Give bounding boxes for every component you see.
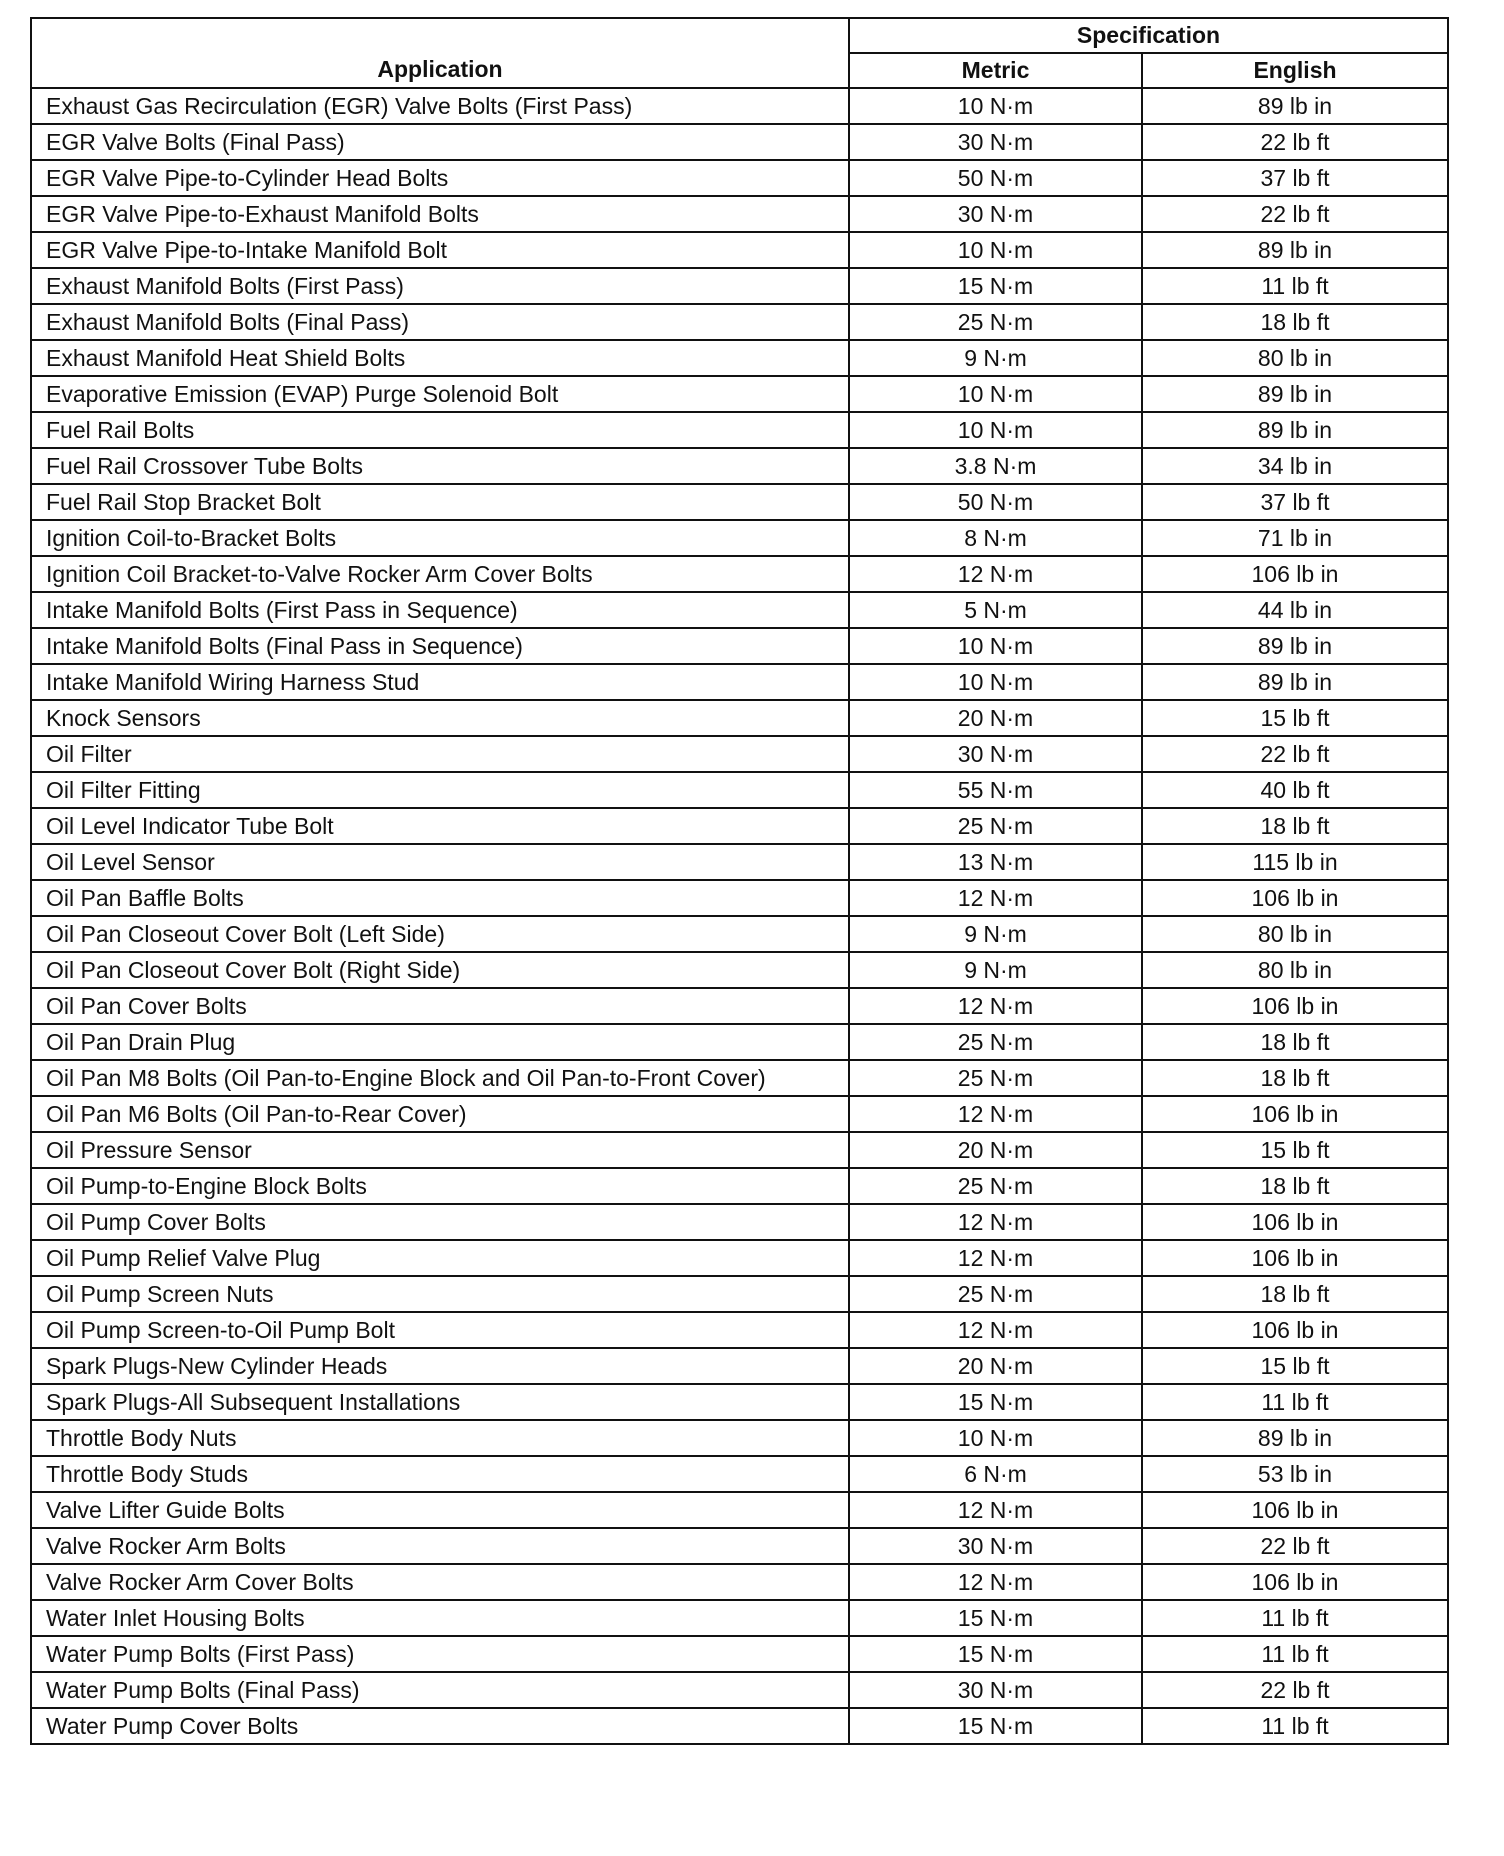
english-value-cell: 22 lb ft — [1142, 124, 1448, 160]
english-value-cell: 11 lb ft — [1142, 1636, 1448, 1672]
english-value-cell: 11 lb ft — [1142, 1384, 1448, 1420]
english-value-cell: 80 lb in — [1142, 952, 1448, 988]
metric-value-cell: 12 N·m — [849, 1564, 1142, 1600]
metric-value-cell: 15 N·m — [849, 1384, 1142, 1420]
table-row — [31, 448, 1448, 484]
application-cell: Throttle Body Studs — [31, 1456, 849, 1492]
metric-value-cell: 15 N·m — [849, 268, 1142, 304]
table-row — [31, 1384, 1448, 1420]
metric-value-cell: 20 N·m — [849, 1132, 1142, 1168]
specification-group-header: Specification — [849, 18, 1448, 53]
metric-value-cell: 10 N·m — [849, 664, 1142, 700]
metric-value-cell: 8 N·m — [849, 520, 1142, 556]
table-row — [31, 412, 1448, 448]
application-cell: Oil Pan M8 Bolts (Oil Pan-to-Engine Block and Oil Pan-to-Front Cover) — [31, 1060, 849, 1096]
metric-value-cell: 25 N·m — [849, 1276, 1142, 1312]
metric-value-cell: 12 N·m — [849, 1312, 1142, 1348]
english-value-cell: 89 lb in — [1142, 1420, 1448, 1456]
application-cell: Oil Filter Fitting — [31, 772, 849, 808]
table-row — [31, 664, 1448, 700]
table-row — [31, 1276, 1448, 1312]
table-row — [31, 1168, 1448, 1204]
application-cell: Oil Level Sensor — [31, 844, 849, 880]
english-value-cell: 53 lb in — [1142, 1456, 1448, 1492]
english-value-cell: 11 lb ft — [1142, 1708, 1448, 1744]
english-value-cell: 106 lb in — [1142, 1240, 1448, 1276]
table-row — [31, 1312, 1448, 1348]
table-row — [31, 1564, 1448, 1600]
application-cell: Oil Pump Screen Nuts — [31, 1276, 849, 1312]
table-row — [31, 880, 1448, 916]
application-cell: Water Pump Cover Bolts — [31, 1708, 849, 1744]
english-value-cell: 37 lb ft — [1142, 484, 1448, 520]
application-cell: Exhaust Manifold Bolts (First Pass) — [31, 268, 849, 304]
table-row — [31, 628, 1448, 664]
metric-value-cell: 25 N·m — [849, 1168, 1142, 1204]
english-value-cell: 89 lb in — [1142, 88, 1448, 124]
table-row — [31, 1420, 1448, 1456]
english-value-cell: 106 lb in — [1142, 988, 1448, 1024]
english-value-cell: 22 lb ft — [1142, 196, 1448, 232]
table-row — [31, 1600, 1448, 1636]
application-cell: EGR Valve Bolts (Final Pass) — [31, 124, 849, 160]
metric-value-cell: 9 N·m — [849, 916, 1142, 952]
table-row — [31, 1528, 1448, 1564]
table-row — [31, 1060, 1448, 1096]
metric-value-cell: 9 N·m — [849, 340, 1142, 376]
table-row — [31, 844, 1448, 880]
table-row — [31, 1024, 1448, 1060]
english-value-cell: 18 lb ft — [1142, 1168, 1448, 1204]
table-row — [31, 1708, 1448, 1744]
metric-value-cell: 30 N·m — [849, 1672, 1142, 1708]
torque-specification-table — [30, 17, 1449, 1745]
application-cell: Valve Lifter Guide Bolts — [31, 1492, 849, 1528]
table-row — [31, 1204, 1448, 1240]
application-cell: Fuel Rail Stop Bracket Bolt — [31, 484, 849, 520]
application-column-header: Application — [31, 18, 849, 88]
application-cell: EGR Valve Pipe-to-Intake Manifold Bolt — [31, 232, 849, 268]
table-row — [31, 1636, 1448, 1672]
application-cell: Exhaust Gas Recirculation (EGR) Valve Bolts (First Pass) — [31, 88, 849, 124]
metric-value-cell: 9 N·m — [849, 952, 1142, 988]
application-cell: Oil Pressure Sensor — [31, 1132, 849, 1168]
metric-value-cell: 3.8 N·m — [849, 448, 1142, 484]
english-column-header: English — [1142, 53, 1448, 88]
metric-value-cell: 6 N·m — [849, 1456, 1142, 1492]
english-value-cell: 106 lb in — [1142, 556, 1448, 592]
table-row — [31, 556, 1448, 592]
english-value-cell: 115 lb in — [1142, 844, 1448, 880]
application-cell: Oil Filter — [31, 736, 849, 772]
metric-value-cell: 50 N·m — [849, 160, 1142, 196]
table-row — [31, 736, 1448, 772]
english-value-cell: 106 lb in — [1142, 1096, 1448, 1132]
table-row — [31, 1096, 1448, 1132]
metric-value-cell: 25 N·m — [849, 1060, 1142, 1096]
english-value-cell: 71 lb in — [1142, 520, 1448, 556]
metric-value-cell: 15 N·m — [849, 1708, 1142, 1744]
application-cell: Spark Plugs-All Subsequent Installations — [31, 1384, 849, 1420]
english-value-cell: 37 lb ft — [1142, 160, 1448, 196]
application-cell: EGR Valve Pipe-to-Exhaust Manifold Bolts — [31, 196, 849, 232]
metric-value-cell: 10 N·m — [849, 628, 1142, 664]
table-row — [31, 1348, 1448, 1384]
table-row — [31, 340, 1448, 376]
application-cell: Water Pump Bolts (Final Pass) — [31, 1672, 849, 1708]
application-cell: Fuel Rail Crossover Tube Bolts — [31, 448, 849, 484]
metric-column-header: Metric — [849, 53, 1142, 88]
english-value-cell: 34 lb in — [1142, 448, 1448, 484]
english-value-cell: 40 lb ft — [1142, 772, 1448, 808]
metric-value-cell: 10 N·m — [849, 412, 1142, 448]
table-row — [31, 1132, 1448, 1168]
table-row — [31, 1240, 1448, 1276]
application-cell: Knock Sensors — [31, 700, 849, 736]
english-value-cell: 106 lb in — [1142, 880, 1448, 916]
metric-value-cell: 30 N·m — [849, 1528, 1142, 1564]
application-cell: Throttle Body Nuts — [31, 1420, 849, 1456]
english-value-cell: 18 lb ft — [1142, 304, 1448, 340]
table-row — [31, 1492, 1448, 1528]
application-cell: Oil Pan Closeout Cover Bolt (Left Side) — [31, 916, 849, 952]
english-value-cell: 44 lb in — [1142, 592, 1448, 628]
application-cell: Water Pump Bolts (First Pass) — [31, 1636, 849, 1672]
application-cell: Ignition Coil Bracket-to-Valve Rocker Arm Cover Bolts — [31, 556, 849, 592]
metric-value-cell: 12 N·m — [849, 880, 1142, 916]
metric-value-cell: 12 N·m — [849, 1492, 1142, 1528]
table-row — [31, 376, 1448, 412]
table-row — [31, 304, 1448, 340]
metric-value-cell: 12 N·m — [849, 988, 1142, 1024]
english-value-cell: 18 lb ft — [1142, 1024, 1448, 1060]
table-row — [31, 700, 1448, 736]
metric-value-cell: 13 N·m — [849, 844, 1142, 880]
table-row — [31, 916, 1448, 952]
application-cell: Exhaust Manifold Bolts (Final Pass) — [31, 304, 849, 340]
application-cell: Oil Pan Drain Plug — [31, 1024, 849, 1060]
metric-value-cell: 15 N·m — [849, 1600, 1142, 1636]
table-header — [31, 18, 1448, 88]
metric-value-cell: 10 N·m — [849, 88, 1142, 124]
application-cell: Oil Level Indicator Tube Bolt — [31, 808, 849, 844]
english-value-cell: 22 lb ft — [1142, 1672, 1448, 1708]
application-cell: Water Inlet Housing Bolts — [31, 1600, 849, 1636]
english-value-cell: 22 lb ft — [1142, 736, 1448, 772]
english-value-cell: 89 lb in — [1142, 628, 1448, 664]
metric-value-cell: 20 N·m — [849, 700, 1142, 736]
application-cell: Oil Pan Closeout Cover Bolt (Right Side) — [31, 952, 849, 988]
application-cell: Fuel Rail Bolts — [31, 412, 849, 448]
english-value-cell: 15 lb ft — [1142, 1348, 1448, 1384]
metric-value-cell: 12 N·m — [849, 1240, 1142, 1276]
metric-value-cell: 25 N·m — [849, 304, 1142, 340]
table-row — [31, 1456, 1448, 1492]
application-cell: Oil Pump-to-Engine Block Bolts — [31, 1168, 849, 1204]
application-cell: Exhaust Manifold Heat Shield Bolts — [31, 340, 849, 376]
table-body — [31, 88, 1448, 1744]
application-cell: Intake Manifold Wiring Harness Stud — [31, 664, 849, 700]
application-cell: Oil Pump Relief Valve Plug — [31, 1240, 849, 1276]
table-row — [31, 772, 1448, 808]
metric-value-cell: 30 N·m — [849, 196, 1142, 232]
metric-value-cell: 15 N·m — [849, 1636, 1142, 1672]
table-row — [31, 988, 1448, 1024]
application-cell: Spark Plugs-New Cylinder Heads — [31, 1348, 849, 1384]
metric-value-cell: 12 N·m — [849, 1096, 1142, 1132]
application-cell: Intake Manifold Bolts (Final Pass in Sequence) — [31, 628, 849, 664]
metric-value-cell: 10 N·m — [849, 1420, 1142, 1456]
application-cell: Intake Manifold Bolts (First Pass in Sequence) — [31, 592, 849, 628]
english-value-cell: 89 lb in — [1142, 412, 1448, 448]
table-row — [31, 808, 1448, 844]
metric-value-cell: 10 N·m — [849, 376, 1142, 412]
application-cell: EGR Valve Pipe-to-Cylinder Head Bolts — [31, 160, 849, 196]
application-cell: Oil Pump Screen-to-Oil Pump Bolt — [31, 1312, 849, 1348]
table-row — [31, 160, 1448, 196]
metric-value-cell: 30 N·m — [849, 124, 1142, 160]
english-value-cell: 18 lb ft — [1142, 808, 1448, 844]
english-value-cell: 80 lb in — [1142, 340, 1448, 376]
english-value-cell: 11 lb ft — [1142, 268, 1448, 304]
table-row — [31, 520, 1448, 556]
table-row — [31, 268, 1448, 304]
metric-value-cell: 55 N·m — [849, 772, 1142, 808]
english-value-cell: 15 lb ft — [1142, 700, 1448, 736]
english-value-cell: 106 lb in — [1142, 1204, 1448, 1240]
metric-value-cell: 12 N·m — [849, 1204, 1142, 1240]
application-cell: Valve Rocker Arm Cover Bolts — [31, 1564, 849, 1600]
metric-value-cell: 25 N·m — [849, 1024, 1142, 1060]
english-value-cell: 89 lb in — [1142, 232, 1448, 268]
metric-value-cell: 10 N·m — [849, 232, 1142, 268]
application-cell: Oil Pan Baffle Bolts — [31, 880, 849, 916]
english-value-cell: 106 lb in — [1142, 1312, 1448, 1348]
english-value-cell: 106 lb in — [1142, 1564, 1448, 1600]
table-row — [31, 952, 1448, 988]
english-value-cell: 89 lb in — [1142, 376, 1448, 412]
application-cell: Valve Rocker Arm Bolts — [31, 1528, 849, 1564]
metric-value-cell: 50 N·m — [849, 484, 1142, 520]
english-value-cell: 18 lb ft — [1142, 1276, 1448, 1312]
application-cell: Evaporative Emission (EVAP) Purge Solenoid Bolt — [31, 376, 849, 412]
application-cell: Oil Pan M6 Bolts (Oil Pan-to-Rear Cover) — [31, 1096, 849, 1132]
english-value-cell: 22 lb ft — [1142, 1528, 1448, 1564]
english-value-cell: 106 lb in — [1142, 1492, 1448, 1528]
application-cell: Oil Pump Cover Bolts — [31, 1204, 849, 1240]
metric-value-cell: 12 N·m — [849, 556, 1142, 592]
table-row — [31, 124, 1448, 160]
metric-value-cell: 25 N·m — [849, 808, 1142, 844]
english-value-cell: 18 lb ft — [1142, 1060, 1448, 1096]
metric-value-cell: 20 N·m — [849, 1348, 1142, 1384]
english-value-cell: 80 lb in — [1142, 916, 1448, 952]
english-value-cell: 15 lb ft — [1142, 1132, 1448, 1168]
application-cell: Oil Pan Cover Bolts — [31, 988, 849, 1024]
english-value-cell: 11 lb ft — [1142, 1600, 1448, 1636]
table-row — [31, 1672, 1448, 1708]
header-row-top — [31, 18, 1448, 53]
table-row — [31, 88, 1448, 124]
application-cell: Ignition Coil-to-Bracket Bolts — [31, 520, 849, 556]
metric-value-cell: 5 N·m — [849, 592, 1142, 628]
table-row — [31, 232, 1448, 268]
table-row — [31, 592, 1448, 628]
metric-value-cell: 30 N·m — [849, 736, 1142, 772]
english-value-cell: 89 lb in — [1142, 664, 1448, 700]
table-row — [31, 196, 1448, 232]
table-row — [31, 484, 1448, 520]
